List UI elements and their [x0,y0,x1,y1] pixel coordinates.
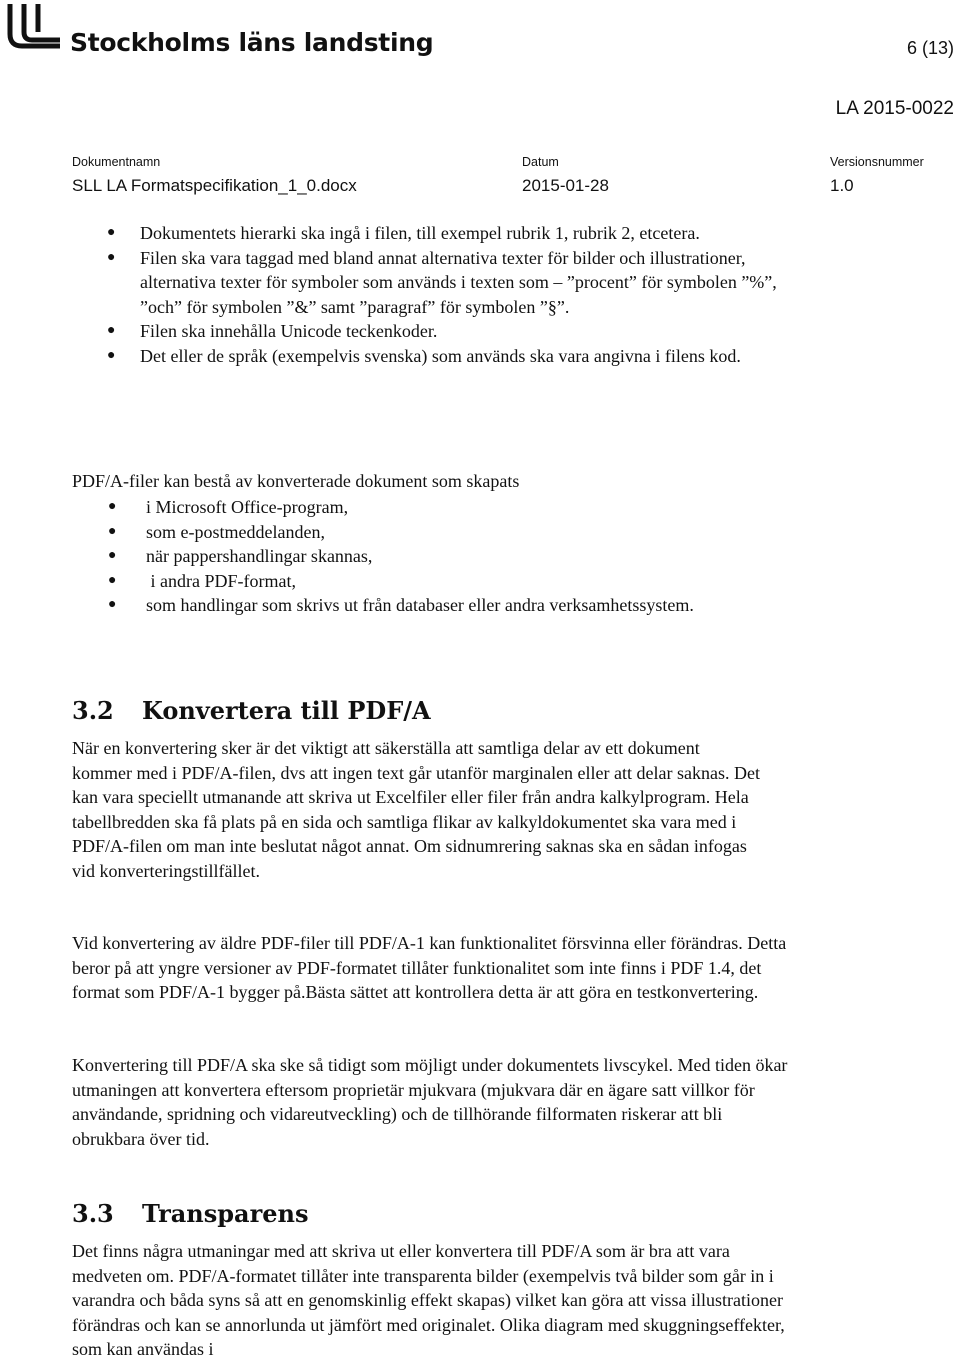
sll-logo-mark-icon [2,2,62,54]
section-heading-3-3 [72,1199,308,1229]
requirements-list [107,221,780,369]
bullet-icon: ● [108,548,117,564]
bullet-icon: ● [107,249,116,265]
pdfa-intro-paragraph: PDF/A-filer kan bestå av konverterade dokument som skapats [72,471,520,491]
section-title: Konvertera till PDF/A [142,696,431,725]
paragraph: Det finns några utmaningar med att skriva ut eller konvertera till PDF/A som är bra att vara medveten om. PDF/A-formatet tillåter inte transparenta bilder (exempelvis två bilder som går in i varandra och båda syns så att en genomskinlig effekt skapas) vilket kan göra att vissa illustrationer förändras och kan se annorlunda ut jämfört med originalet. Olika diagram med skuggningseffekter, som kan användas i [72,1241,785,1360]
section-heading-3-2 [72,696,431,726]
version-value: 1.0 [830,176,854,195]
sources-list [108,495,786,618]
page-number: 6 (13) [906,38,954,58]
paragraph: När en konvertering sker är det viktigt att säkerställa att samtliga delar av ett dokument kommer med i PDF/A-filen, dvs att ingen text går utanför marginalen eller att delar saknas. Det kan vara speciellt utmanande att skriva ut Excelfiler eller filer från andra kalkylprogram. Hela tabellbredden ska få plats på en sida och samtliga flikar av kalkyldokumentet ska vara med i PDF/A-filen om man inte beslutat något annat. Om sidnumrering saknas ska en sådan infogas vid konverteringstillfället. [72,738,760,881]
section-number: 3.2 [72,696,114,725]
list-item: ● som handlingar som skrivs ut från databaser eller andra verksamhetssystem. [146,593,786,618]
bullet-icon: ● [107,347,116,363]
section-title: Transparens [142,1199,309,1228]
list-item: ● Filen ska vara taggad med bland annat alternativa texter för bilder och illustrationer, alternativa texter för symboler som används i texten som – ”procent” för symbolen ”%”, ”och” för symbolen ”&” samt ”paragraf” för symbolen ”§”. [107,247,777,317]
list-item: ● Det eller de språk (exempelvis svenska) som används ska vara angivna i filens kod. [140,344,780,369]
organization-name: Stockholms läns landsting [70,28,434,57]
bullet-icon: ● [108,597,117,613]
bullet-icon: ● [108,523,117,539]
organization-logo [0,2,434,58]
list-item: ● i andra PDF-format, [146,569,786,594]
bullet-icon: ● [107,225,116,240]
doc-name-label: Dokumentnamn [72,155,161,169]
paragraph: Vid konvertering av äldre PDF-filer till PDF/A-1 kan funktionalitet försvinna eller förändras. Detta beror på att yngre versioner av PDF-formatet tillåter funktionalitet som inte finns i PDF 1.4, det format som PDF/A-1 bygger på.Bästa sättet att kontrollera detta är att göra en testkonvertering. [72,933,787,1003]
list-item: ● som e-postmeddelanden, [146,520,786,545]
section-number: 3.3 [72,1199,114,1228]
document-id: LA 2015-0022 [835,98,954,119]
date-value: 2015-01-28 [522,176,609,195]
doc-name-value: SLL LA Formatspecifikation_1_0.docx [72,176,357,195]
date-label: Datum [522,155,559,169]
version-label: Versionsnummer [830,155,924,169]
list-item: ● Dokumentets hierarki ska ingå i filen, till exempel rubrik 1, rubrik 2, etcetera. [140,221,780,246]
bullet-icon: ● [108,499,117,514]
bullet-icon: ● [108,572,117,588]
list-item: ● i Microsoft Office-program, [146,495,786,520]
list-item: ● när pappershandlingar skannas, [146,544,786,569]
list-item: ● Filen ska innehålla Unicode teckenkoder. [140,319,780,344]
paragraph: Konvertering till PDF/A ska ske så tidigt som möjligt under dokumentets livscykel. Med tiden ökar utmaningen att konvertera eftersom proprietär mjukvara (mjukvara där en ägare satt villkor för användande, spridning och vidareutveckling) och de tillhörande filformaten riskerar att bli obrukbara över tid. [72,1055,788,1149]
bullet-icon: ● [107,323,116,339]
